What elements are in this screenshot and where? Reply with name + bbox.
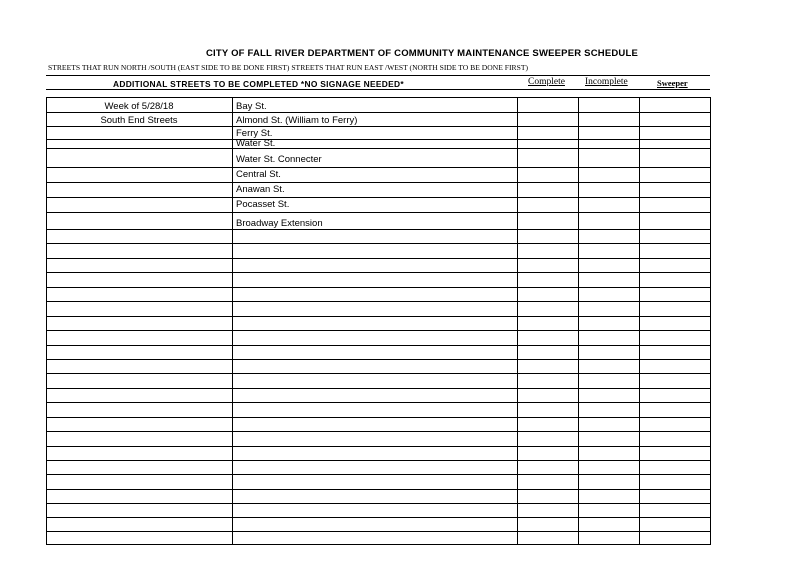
street-central: Central St. [236,169,281,180]
table-row-line [46,446,710,447]
table-column-line [517,97,518,545]
table-row-line [46,460,710,461]
table-row-line [46,345,710,346]
street-water-connecter: Water St. Connecter [236,154,322,165]
table-row-line [46,182,710,183]
table-row-line [46,243,710,244]
table-row-line [46,417,710,418]
table-row-line [46,330,710,331]
table-row-line [46,517,710,518]
table-row-line [46,126,710,127]
schedule-subtitle: STREETS THAT RUN NORTH /SOUTH (EAST SIDE TO BE DONE FIRST) STREETS THAT RUN EAST /WEST (NORTH SIDE TO BE DONE FIRST) [48,63,528,72]
column-header-sweeper: Sweeper [657,78,688,88]
table-row-line [46,373,710,374]
street-almond: Almond St. (William to Ferry) [236,115,358,126]
table-column-line [639,97,640,545]
table-row-line [46,316,710,317]
street-ferry: Ferry St. [236,128,273,139]
street-water: Water St. [236,138,276,149]
street-broadway-extension: Broadway Extension [236,218,323,229]
table-row-line [46,402,710,403]
table-row-line [46,489,710,490]
table-row-line [46,139,710,140]
table-row-line [46,474,710,475]
table-row-line [46,197,710,198]
table-row-line [46,287,710,288]
table-row-line [46,212,710,213]
section-heading: ADDITIONAL STREETS TO BE COMPLETED *NO SIGNAGE NEEDED* [113,79,404,89]
table-row-line [46,167,710,168]
table-row-line [46,148,710,149]
schedule-title: CITY OF FALL RIVER DEPARTMENT OF COMMUNITY MAINTENANCE SWEEPER SCHEDULE [205,48,639,59]
table-column-line [710,97,711,545]
table-row-line [46,388,710,389]
street-bay: Bay St. [236,101,267,112]
table-row-line [46,531,710,532]
table-row-line [46,272,710,273]
table-row-line [46,229,710,230]
table-column-line [46,97,47,545]
table-row-line [46,258,710,259]
table-column-line [578,97,579,545]
column-header-complete: Complete [528,77,565,87]
table-row-line [46,503,710,504]
table-row-line [46,301,710,302]
table-row-line [46,544,710,545]
week-label: Week of 5/28/18 [104,101,174,112]
table-column-line [232,97,233,545]
column-header-incomplete: Incomplete [585,77,628,87]
table-row-line [46,112,710,113]
table-row-line [46,431,710,432]
street-pocasset: Pocasset St. [236,199,290,210]
table-row-line [46,97,710,98]
table-row-line [46,359,710,360]
heading-underline [46,89,710,90]
street-anawan: Anawan St. [236,184,285,195]
area-label: South End Streets [100,115,178,126]
subtitle-underline [46,75,710,76]
